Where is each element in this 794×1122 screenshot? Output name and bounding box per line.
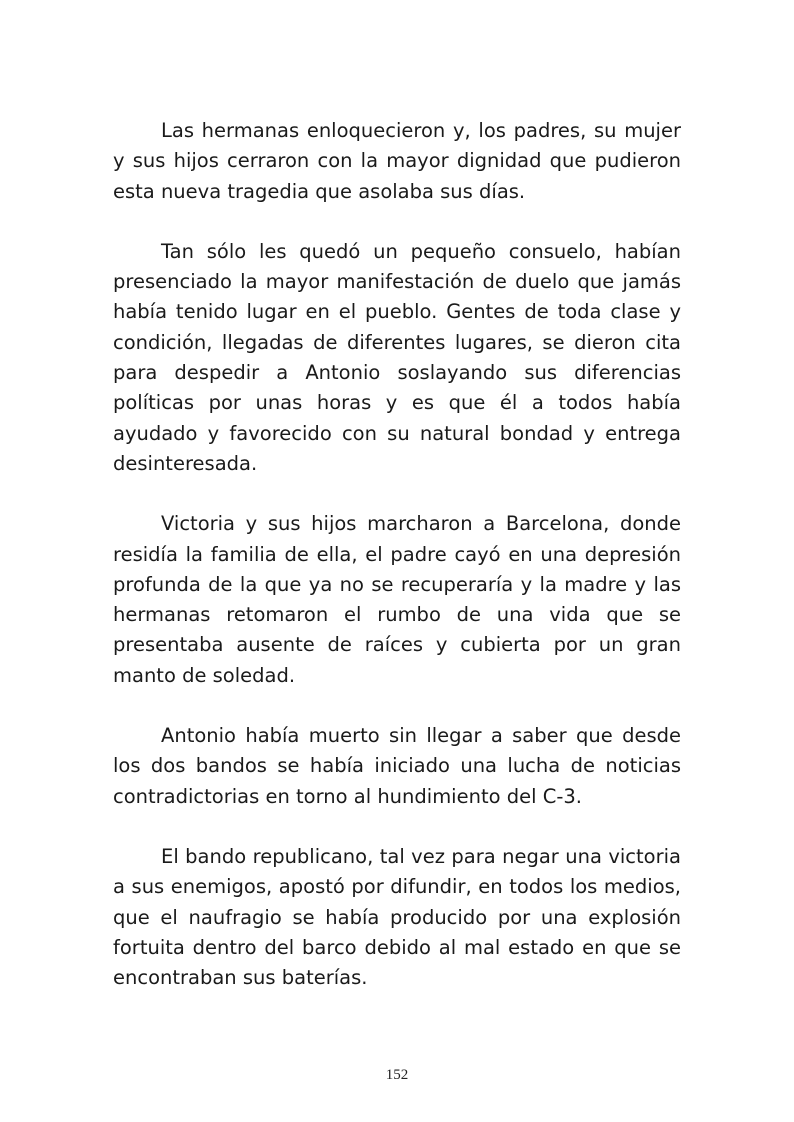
body-text: [113, 116, 681, 993]
paragraph-1: Las hermanas enloquecieron y, los padres, su mujer y sus hijos cerraron con la mayor dignidad que pudieron esta nueva tragedia que asolaba sus días.: [113, 119, 681, 203]
paragraph-3: Victoria y sus hijos marcharon a Barcelona, donde residía la familia de ella, el padre cayó en una depresión profunda de la que ya no se recuperaría y la madre y las hermanas retomaron el rumbo de una vida que se presentaba ausente de raíces y cubierta por un gran manto de soledad.: [113, 512, 681, 687]
page-number: 152: [385, 1067, 409, 1083]
paragraph-4: Antonio había muerto sin llegar a saber que desde los dos bandos se había iniciado una lucha de noticias contradictorias en torno al hundimiento del C-3.: [113, 724, 681, 808]
paragraph-5: El bando republicano, tal vez para negar una victoria a sus enemigos, apostó por difundir, en todos los medios, que el naufragio se había producido por una explosión fortuita dentro del barco debido al mal estado en que se encontraban sus baterías.: [113, 844, 681, 990]
paragraph-2: Tan sólo les quedó un pequeño consuelo, habían presenciado la mayor manifestación de duelo que jamás había tenido lugar en el pueblo. Gentes de toda clase y condición, llegadas de diferentes lugares, se dieron cita para despedir a Antonio soslayando sus diferencias políticas por unas horas y es que él a todos había ayudado y favorecido con su natural bondad y entrega desinteresada.: [113, 239, 681, 475]
